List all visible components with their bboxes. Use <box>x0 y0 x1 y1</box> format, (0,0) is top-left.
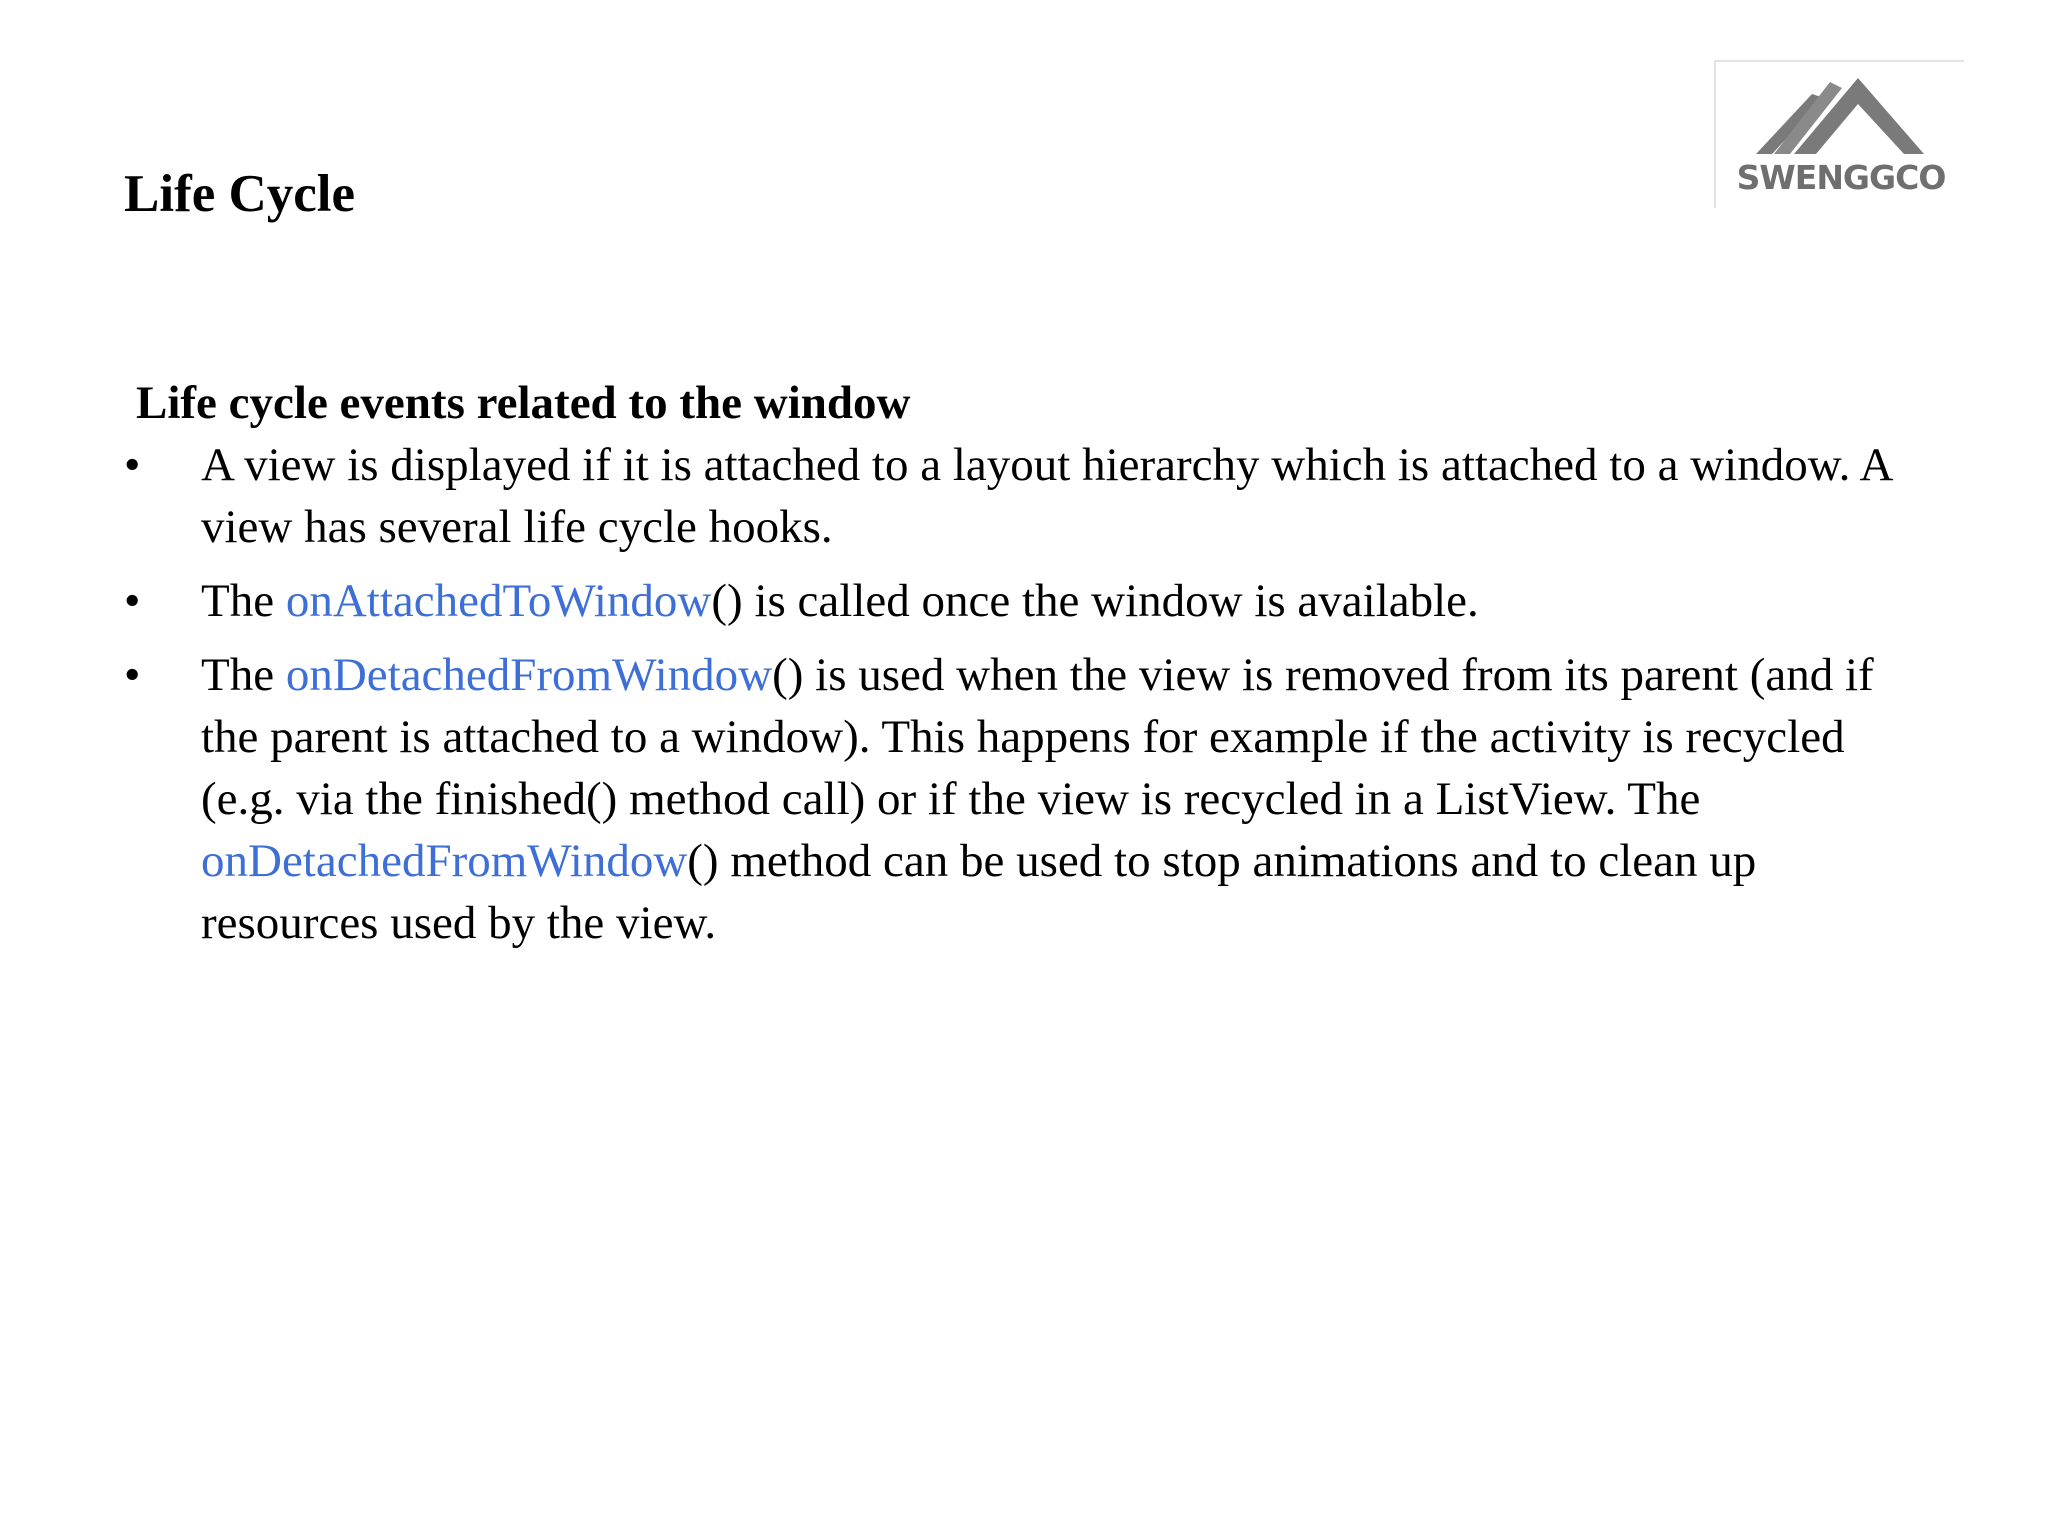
mountain-logo-icon <box>1754 74 1924 160</box>
bullet-text: A view is displayed if it is attached to a layout hierarchy which is attached to a window. A view has several life cycle hooks. <box>201 439 1891 553</box>
logo-text: SWENGGCO <box>1736 158 1946 197</box>
bullet-item-1 <box>124 434 1924 558</box>
bullet-text-after: () is called once the window is available. <box>711 575 1479 627</box>
bullet-text-after: () method can be used to stop animations and to clean up resources used by the view. <box>201 835 1757 949</box>
swenggco-logo <box>1714 60 1964 208</box>
bullet-marker: • <box>124 575 141 627</box>
bullet-marker: • <box>124 649 141 701</box>
bullet-text-before: The <box>201 575 286 627</box>
bullet-item-2 <box>124 570 1924 632</box>
bullet-list <box>124 434 1924 954</box>
bullet-marker: • <box>124 439 141 491</box>
bullet-text-before: The <box>201 649 286 701</box>
method-link-on-detached-from-window[interactable]: onDetachedFromWindow <box>285 649 773 701</box>
method-link-on-detached-from-window-2[interactable]: onDetachedFromWindow <box>201 835 688 887</box>
slide-content <box>124 372 1924 954</box>
bullet-text-middle: () is used when the view is removed from its parent (and if the parent is attached to a window). This happens for example if the activity is recycled (e.g. via the finished() method call) or if the view is recycled in a ListView. The <box>201 649 1874 825</box>
method-link-on-attached-to-window[interactable]: onAttachedToWindow <box>285 575 712 627</box>
section-heading: Life cycle events related to the window <box>136 377 911 429</box>
slide-title: Life Cycle <box>124 165 356 223</box>
bullet-item-3 <box>124 644 1924 954</box>
